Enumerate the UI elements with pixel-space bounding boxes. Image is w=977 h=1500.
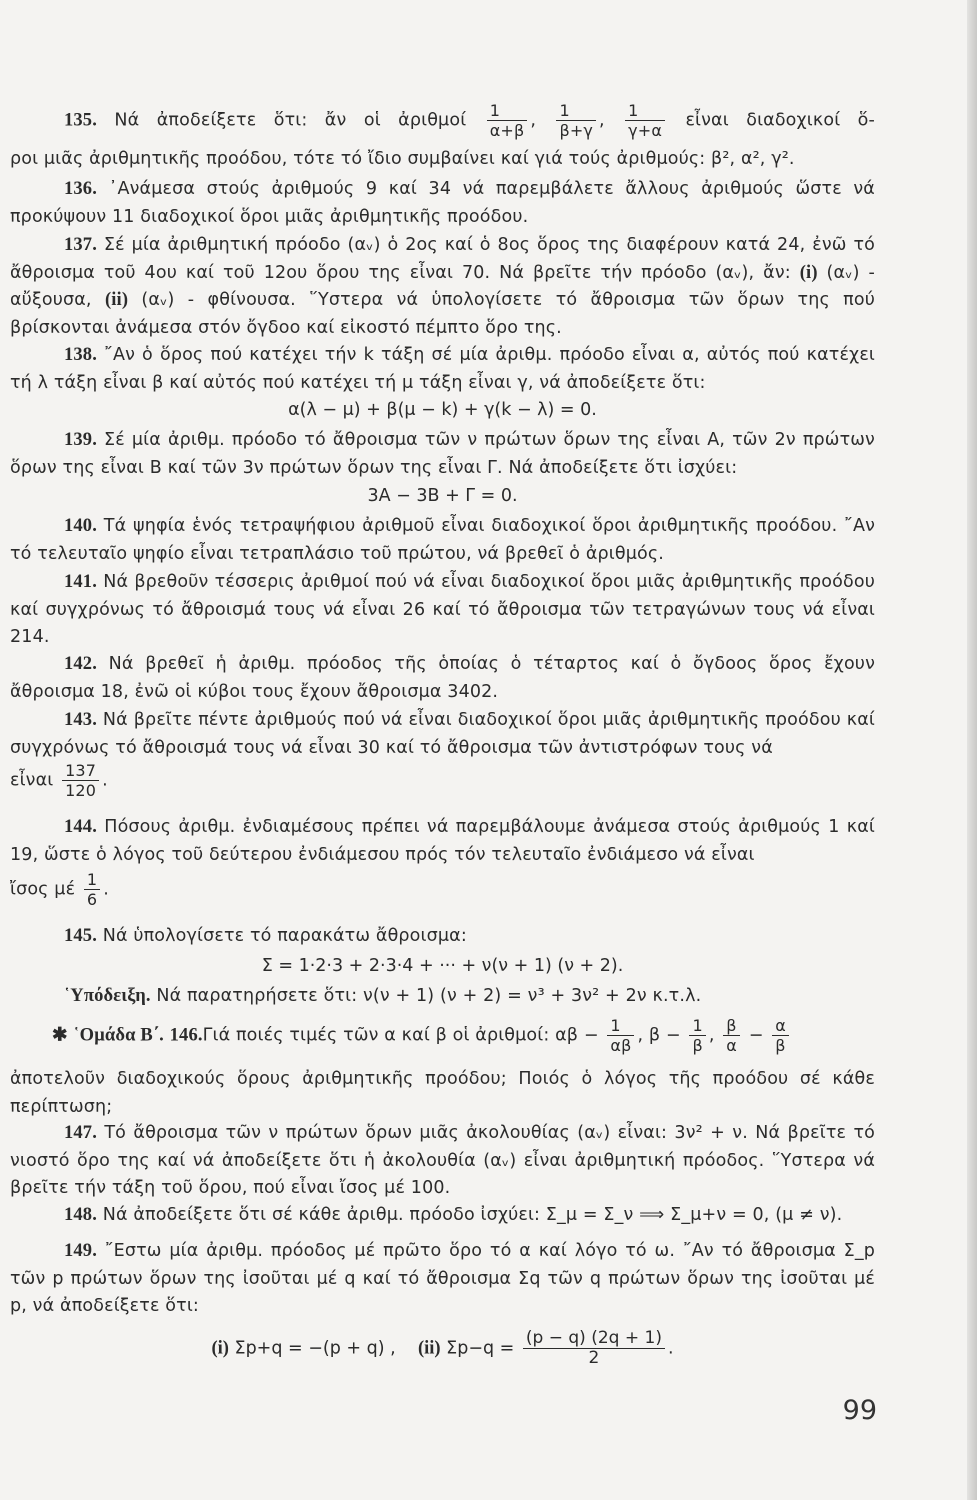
problem-142: 142. Νά βρεθεῖ ἡ ἀριθμ. πρόοδος τῆς ὁποίας ὁ τέταρτος καί ὁ ὄγδοος ὅρος ἔχουν ἄθροισμα 18, ἐνῶ οἱ κύβοι τους ἔχουν ἄθροισμα 3402. xyxy=(10,654,875,702)
problem-141: 141. Νά βρεθοῦν τέσσερις ἀριθμοί πού νά εἶναι διαδοχικοί ὅροι μιᾶς ἀριθμητικῆς προόδου καί συγχρόνως τό ἄθροισμά τους νά εἶναι 26 καί τό ἄθροισμα τῶν τετραγώνων τους νά εἶναι 214. xyxy=(10,572,875,647)
fraction-1-6: $\frac{1}{6}$ xyxy=(84,871,100,908)
page-number: 99 xyxy=(842,1395,877,1426)
hint-145: ῾Υπόδειξη. Νά παρατηρήσετε ὅτι: ν(ν + 1) (ν + 2) = ν³ + 3ν² + 2ν κ.τ.λ. xyxy=(64,986,702,1006)
fraction: $\frac{1}{\alpha\beta}$ xyxy=(607,1017,634,1054)
problem-135-line2: ροι μιᾶς ἀριθμητικῆς προόδου, τότε τό ἴδιο συμβαίνει καί γιά τούς ἀριθμούς: β², α², γ². xyxy=(10,149,795,169)
fraction: $\frac{1}{\gamma+\alpha}$ xyxy=(625,102,665,139)
fraction: $\frac{\alpha}{\beta}$ xyxy=(772,1017,789,1054)
problem-138: 138. ῎Αν ὁ ὅρος πού κατέχει τήν k τάξη σέ μία ἀριθμ. πρόοδο εἶναι α, αὐτός πού κατέχει τή λ τάξη εἶναι β καί αὐτός πού κατέχει τή μ τάξη εἶναι γ, νά ἀποδείξετε ὅτι: xyxy=(10,345,875,393)
formula-138: α(λ − μ) + β(μ − k) + γ(k − λ) = 0. xyxy=(288,400,597,420)
problem-146: ✱ ῾Ομάδα Β΄. 146.Γιά ποιές τιμές τῶν α καί β οἱ ἀριθμοί: αβ − $\frac{1}{\alpha\beta}$ , β − $\frac{1}{\beta}$ , $\frac{\beta}{\alpha}$ − $\frac{\alpha}{\beta}$ xyxy=(10,1017,875,1054)
problem-143: 143. Νά βρεῖτε πέντε ἀριθμούς πού νά εἶναι διαδοχικοί ὅροι μιᾶς ἀριθμητικῆς προόδου καί συγχρόνως τό ἄθροισμά τους νά εἶναι 30 καί τό ἄθροισμα τῶν ἀντιστρόφων τους νά xyxy=(10,710,875,758)
problem-135: 135. Νά ἀποδείξετε ὅτι: ἄν οἱ ἀριθμοί $\frac{1}{\alpha+\beta}$ , $\frac{1}{\beta+\gamma}$ , $\frac{1}{\gamma+\alpha}$ εἶναι διαδοχικοί ὅ- xyxy=(64,101,875,140)
problem-149: 149. ῎Εστω μία ἀριθμ. πρόοδος μέ πρῶτο ὅρο τό α καί λόγο τό ω. ῎Αν τό ἄθροισμα Σ_p τῶν p πρώτων ὅρων της ἰσοῦται μέ q καί τό ἄθροισμα Σq τῶν q πρώτων ὅρων της ἰσοῦται μέ p, νά ἀποδείξετε ὅτι: xyxy=(10,1241,875,1316)
fraction: $\frac{\beta}{\alpha}$ xyxy=(723,1017,740,1054)
formula-149: (i) Σp+q = −(p + q) , (ii) Σp−q = $\frac{(p - q) (2q + 1)}{2}$ . xyxy=(211,1328,674,1368)
problem-140: 140. Τά ψηφία ἑνός τετραψήφιου ἀριθμοῦ εἶναι διαδοχικοί ὅροι ἀριθμητικῆς προόδου. ῎Αν τό τελευταῖο ψηφίο εἶναι τετραπλάσιο τοῦ πρώτου, νά βρεθεῖ ὁ ἀριθμός. xyxy=(10,516,875,564)
problem-137: 137. Σέ μία ἀριθμητική πρόοδο (αᵥ) ὁ 2ος καί ὁ 8ος ὅρος της διαφέρουν κατά 24, ἐνῶ τό ἄθροισμα τοῦ 4ου καί τοῦ 12ου ὅρου της εἶναι 70. Νά βρεῖτε τήν πρόοδο (αᵥ), ἄν: (i) (αᵥ) - αὔξουσα, (ii) (αᵥ) - φθίνουσα. ῞Υστερα νά ὑπολογίσετε τό ἄθροισμα τῶν ὅρων της πού βρίσκονται ἀνάμεσα στόν ὄγδοο καί εἰκοστό πέμπτο ὅρο της. xyxy=(10,235,875,338)
problem-139: 139. Σέ μία ἀριθμ. πρόοδο τό ἄθροισμα τῶν ν πρώτων ὅρων της εἶναι Α, τῶν 2ν πρώτων ὅρων της εἶναι Β καί τῶν 3ν πρώτων ὅρων της εἶναι Γ. Νά ἀποδείξετε ὅτι ἰσχύει: xyxy=(10,430,875,478)
fraction-137-120: $\frac{137}{120}$ xyxy=(62,762,99,799)
formula-145: Σ = 1·2·3 + 2·3·4 + ··· + ν(ν + 1) (ν + 2). xyxy=(261,956,624,976)
problem-145: 145. Νά ὑπολογίσετε τό παρακάτω ἄθροισμα: xyxy=(64,926,467,946)
fraction: $\frac{1}{\alpha+\beta}$ xyxy=(487,102,528,139)
page-edge xyxy=(967,0,977,1500)
problem-147: 147. Τό ἄθροισμα τῶν ν πρώτων ὅρων μιᾶς ἀκολουθίας (αᵥ) εἶναι: 3ν² + ν. Νά βρεῖτε τό νιοστό ὅρο της καί νά ἀποδείξετε ὅτι ἡ ἀκολουθία (αᵥ) εἶναι ἀριθμητική πρόοδος. ῞Υστερα νά βρεῖτε τήν τάξη τοῦ ὅρου, πού εἶναι ἴσος μέ 100. xyxy=(10,1123,876,1198)
fraction: $\frac{1}{\beta+\gamma}$ xyxy=(556,102,596,139)
problem-146-line2: ἀποτελοῦν διαδοχικούς ὅρους ἀριθμητικῆς προόδου; Ποιός ὁ λόγος τῆς προόδου σέ κάθε περίπτωση; xyxy=(10,1069,875,1117)
problem-136: 136. ᾿Ανάμεσα στούς ἀριθμούς 9 καί 34 νά παρεμβάλετε ἄλλους ἀριθμούς ὥστε νά προκύψουν 11 διαδοχικοί ὅροι μιᾶς ἀριθμητικῆς προόδου. xyxy=(10,179,875,227)
fraction: $\frac{1}{\beta}$ xyxy=(689,1017,705,1054)
problem-148: 148. Νά ἀποδείξετε ὅτι σέ κάθε ἀριθμ. πρόοδο ἰσχύει: Σ_μ = Σ_ν ⟹ Σ_μ+ν = 0, (μ ≠ ν). xyxy=(64,1205,843,1225)
problem-143-tail: εἶναι $\frac{137}{120}$ . xyxy=(10,761,108,800)
fraction: $\frac{(p - q) (2q + 1)}{2}$ xyxy=(523,1330,665,1367)
problem-144-tail: ἴσος μέ $\frac{1}{6}$ . xyxy=(10,870,109,909)
formula-139: 3Α − 3Β + Γ = 0. xyxy=(367,486,518,506)
problem-144: 144. Πόσους ἀριθμ. ἐνδιαμέσους πρέπει νά παρεμβάλουμε ἀνάμεσα στούς ἀριθμούς 1 καί 19, ὥστε ὁ λόγος τοῦ δεύτερου ἐνδιάμεσου πρός τόν τελευταῖο ἐνδιάμεσο νά εἶναι xyxy=(10,817,876,865)
